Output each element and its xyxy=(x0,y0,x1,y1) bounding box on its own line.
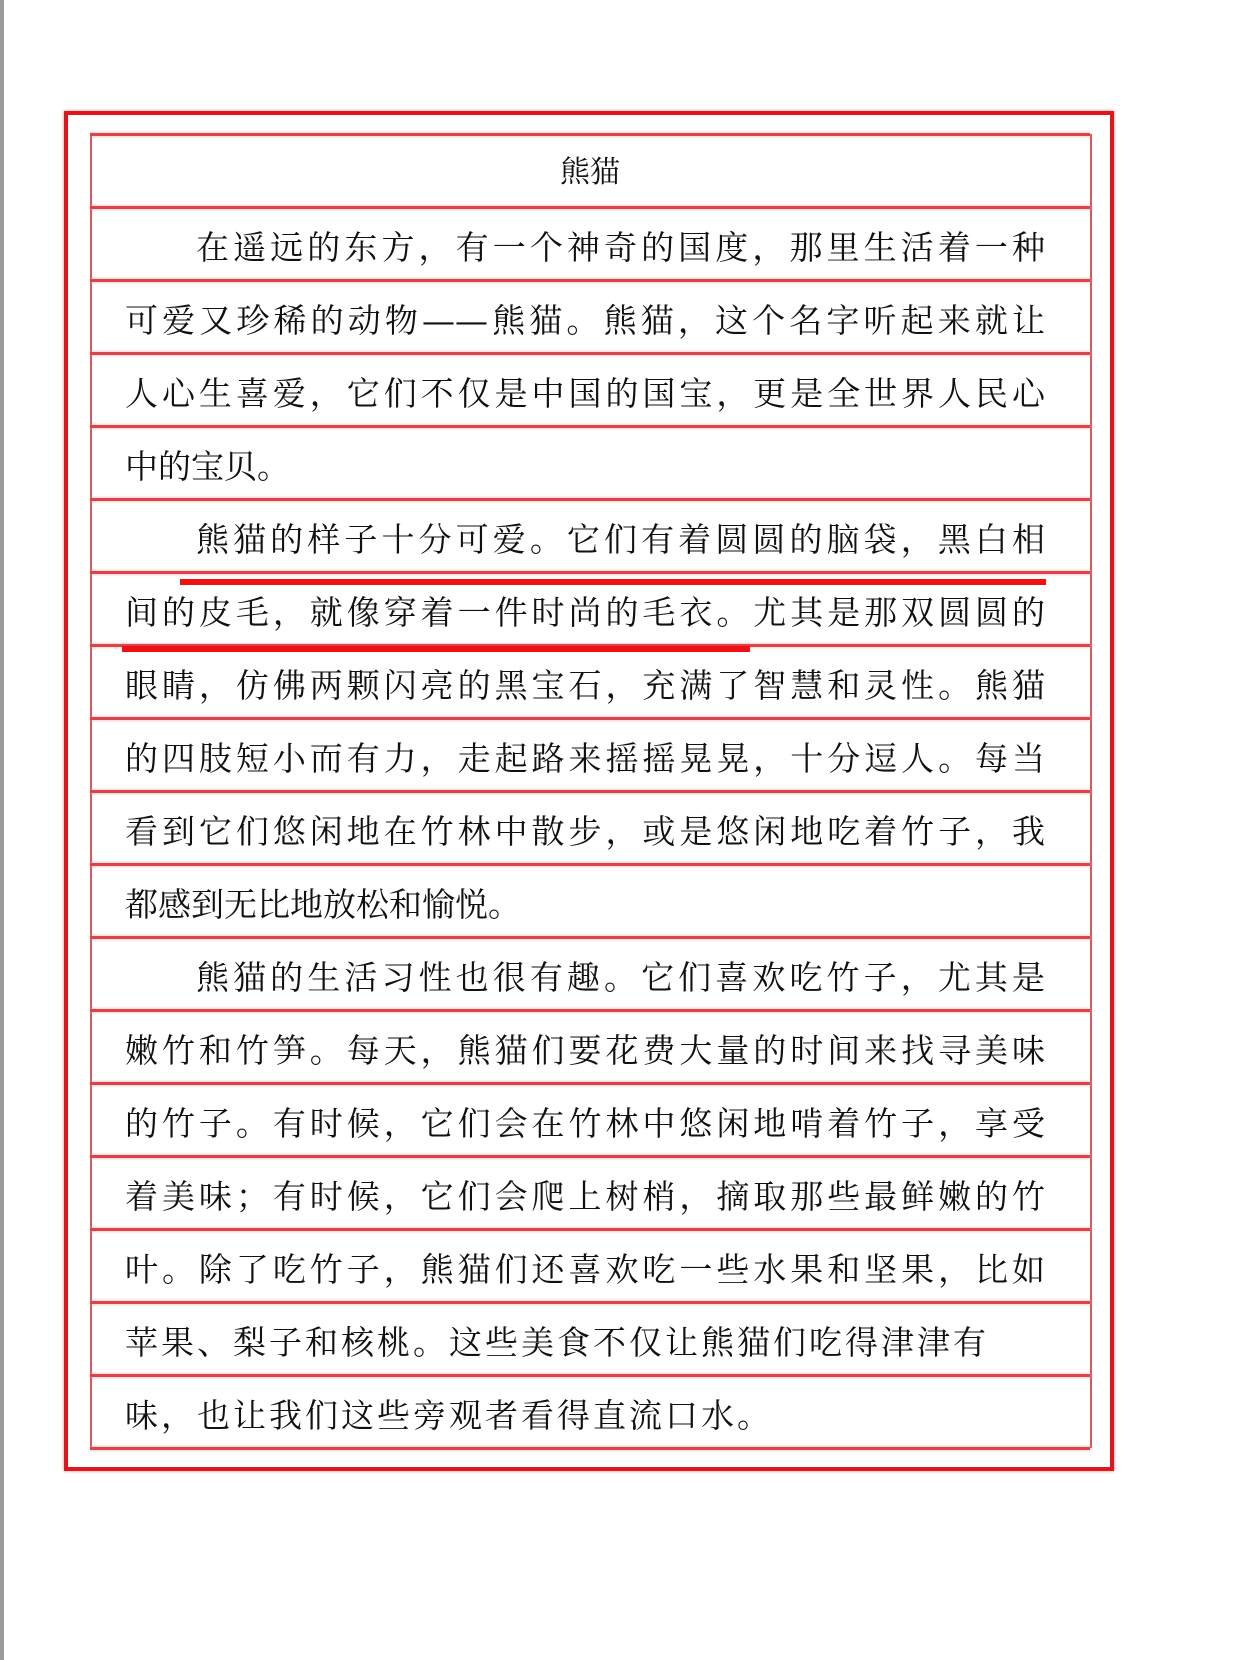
text-line: 的四肢短小而有力，走起路来摇摇晃晃，十分逗人。每当 xyxy=(125,739,1045,778)
text-line: 都感到无比地放松和愉悦。 xyxy=(125,885,521,924)
text-line: 熊猫的样子十分可爱。它们有着圆圆的脑袋，黑白相 xyxy=(196,520,1045,559)
highlight-underline-bottom xyxy=(122,646,750,652)
highlight-underline-top xyxy=(180,579,1046,585)
text-line: 中的宝贝。 xyxy=(125,447,290,486)
text-line: 人心生喜爱，它们不仅是中国的国宝，更是全世界人民心 xyxy=(125,374,1045,413)
text-line: 看到它们悠闲地在竹林中散步，或是悠闲地吃着竹子，我 xyxy=(125,812,1045,851)
text-line: 的竹子。有时候，它们会在竹林中悠闲地啃着竹子，享受 xyxy=(125,1104,1045,1143)
text-line: 苹果、梨子和核桃。这些美食不仅让熊猫们吃得津津有 xyxy=(125,1323,989,1362)
text-line: 熊猫的生活习性也很有趣。它们喜欢吃竹子，尤其是 xyxy=(196,958,1045,997)
text-line: 味，也让我们这些旁观者看得直流口水。 xyxy=(125,1396,773,1435)
text-line: 间的皮毛，就像穿着一件时尚的毛衣。尤其是那双圆圆的 xyxy=(125,593,1045,632)
text-line: 可爱又珍稀的动物——熊猫。熊猫，这个名字听起来就让 xyxy=(125,301,1045,340)
text-line: 叶。除了吃竹子，熊猫们还喜欢吃一些水果和坚果，比如 xyxy=(125,1250,1045,1289)
text-line: 眼睛，仿佛两颗闪亮的黑宝石，充满了智慧和灵性。熊猫 xyxy=(125,666,1045,705)
text-line: 在遥远的东方，有一个神奇的国度，那里生活着一种 xyxy=(196,228,1045,267)
page-edge xyxy=(0,0,4,1660)
text-line: 嫩竹和竹笋。每天，熊猫们要花费大量的时间来找寻美味 xyxy=(125,1031,1045,1070)
text-line: 着美味；有时候，它们会爬上树梢，摘取那些最鲜嫩的竹 xyxy=(125,1177,1045,1216)
essay-title: 熊猫 xyxy=(560,155,620,190)
